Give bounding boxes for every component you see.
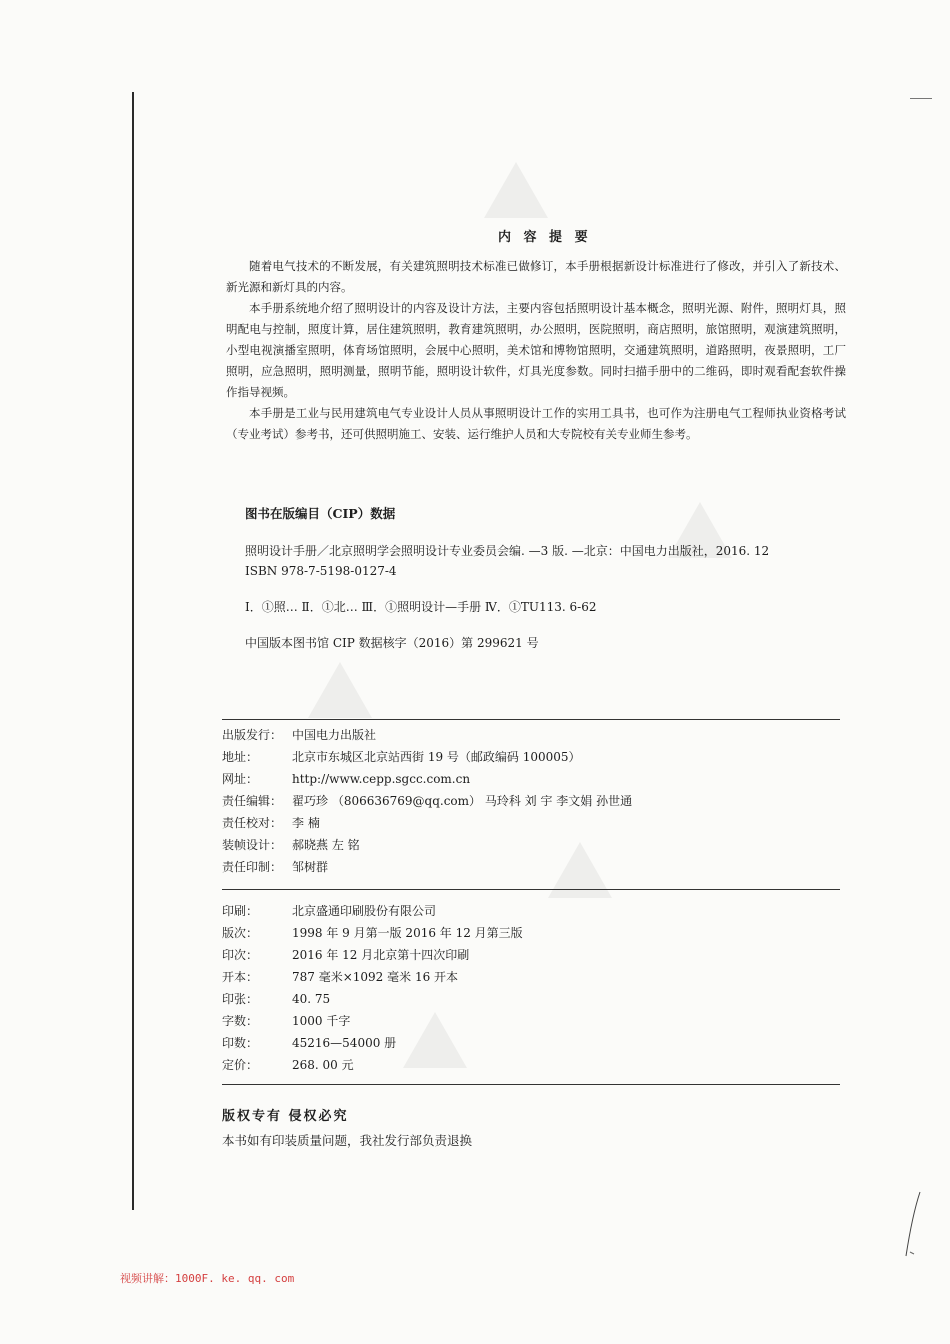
info-row — [222, 834, 842, 856]
rights-title: 版权专有 侵权必究 — [222, 1109, 349, 1124]
scan-binding-line — [132, 92, 134, 1210]
info-key: 版次： — [222, 926, 259, 940]
summary-paragraph: 本手册是工业与民用建筑电气专业设计人员从事照明设计工作的实用工具书，也可作为注册电气工程师执业资格考试（专业考试）参考书，还可供照明施工、安装、运行维护人员和大专院校有关专业师生参考。 — [226, 406, 846, 441]
info-value: 中国电力出版社 — [292, 728, 377, 742]
info-key: 印次： — [222, 948, 259, 962]
publisher-info — [222, 724, 842, 878]
info-row — [222, 944, 842, 966]
info-row — [222, 856, 842, 878]
info-value: 268. 00 元 — [292, 1058, 354, 1072]
info-row — [222, 724, 842, 746]
summary-paragraph: 本手册系统地介绍了照明设计的内容及设计方法，主要内容包括照明设计基本概念，照明光源、附件，照明灯具，照明配电与控制，照度计算，居住建筑照明，教育建筑照明，办公照明，医院照明，商店照明，旅馆照明，观演建筑照明，小型电视演播室照明，体育场馆照明，会展中心照明，美术馆和博物馆照明，交通建筑照明，道路照明，夜景照明，工厂照明，应急照明，照明测量，照明节能，照明设计软件，灯具光度参数。同时扫描手册中的二维码，即时观看配套软件操作指导视频。 — [226, 301, 846, 399]
divider — [222, 889, 840, 890]
print-info — [222, 900, 842, 1076]
divider — [222, 719, 840, 720]
divider — [222, 1084, 840, 1085]
info-key: 定价： — [222, 1058, 259, 1072]
video-link[interactable]: 视频讲解：1000F. ke. qq. com — [120, 1272, 295, 1285]
rights-note: 本书如有印装质量问题，我社发行部负责退换 — [222, 1133, 473, 1148]
info-key: 责任印制： — [222, 860, 283, 874]
info-row — [222, 1032, 842, 1054]
info-key: 责任编辑： — [222, 794, 283, 808]
info-value: 1000 千字 — [292, 1014, 351, 1028]
info-key: 字数： — [222, 1014, 259, 1028]
info-value: 北京盛通印刷股份有限公司 — [292, 904, 437, 918]
watermark-tower-icon — [300, 660, 380, 720]
info-value: 2016 年 12 月北京第十四次印刷 — [292, 948, 470, 962]
info-value: 郝晓燕 左 铭 — [292, 838, 360, 852]
info-row — [222, 922, 842, 944]
cip-verification: 中国版本图书馆 CIP 数据核字（2016）第 299621 号 — [245, 636, 539, 650]
info-value: 李 楠 — [292, 816, 320, 830]
pen-mark — [890, 1190, 930, 1260]
info-value: 40. 75 — [292, 992, 331, 1006]
cip-classification: Ⅰ．①照… Ⅱ．①北… Ⅲ．①照明设计—手册 Ⅳ．①TU113. 6-62 — [245, 600, 597, 614]
info-row — [222, 812, 842, 834]
cip-isbn: ISBN 978-7-5198-0127-4 — [245, 564, 397, 578]
info-key: 印张： — [222, 992, 259, 1006]
info-key: 装帧设计： — [222, 838, 283, 852]
info-key: 开本： — [222, 970, 259, 984]
info-value: 1998 年 9 月第一版 2016 年 12 月第三版 — [292, 926, 523, 940]
info-key: 地址： — [222, 750, 259, 764]
info-key: 责任校对： — [222, 816, 283, 830]
info-key: 出版发行： — [222, 728, 283, 742]
scan-mark — [910, 98, 932, 99]
info-key: 印刷： — [222, 904, 259, 918]
info-row — [222, 966, 842, 988]
info-key: 印数： — [222, 1036, 259, 1050]
summary-body — [226, 256, 846, 445]
info-row — [222, 900, 842, 922]
info-row — [222, 768, 842, 790]
cip-record: 照明设计手册／北京照明学会照明设计专业委员会编. —3 版. —北京：中国电力出版社，2016. 12 — [245, 544, 770, 558]
cip-heading: 图书在版编目（CIP）数据 — [245, 506, 396, 521]
info-row — [222, 746, 842, 768]
watermark-tower-icon — [476, 160, 556, 220]
info-row — [222, 988, 842, 1010]
summary-title: 内 容 提 要 — [498, 230, 592, 245]
info-value: http://www.cepp.sgcc.com.cn — [292, 772, 471, 786]
info-value: 邹树群 — [292, 860, 329, 874]
summary-paragraph: 随着电气技术的不断发展，有关建筑照明技术标准已做修订，本手册根据新设计标准进行了修改，并引入了新技术、新光源和新灯具的内容。 — [226, 259, 846, 294]
info-value: 北京市东城区北京站西街 19 号（邮政编码 100005） — [292, 750, 581, 764]
info-row — [222, 1054, 842, 1076]
info-key: 网址： — [222, 772, 259, 786]
info-value: 45216—54000 册 — [292, 1036, 397, 1050]
info-value: 787 毫米×1092 毫米 16 开本 — [292, 970, 459, 984]
info-row — [222, 1010, 842, 1032]
info-value: 翟巧珍 （806636769@qq.com） 马玲科 刘 宇 李文娟 孙世通 — [292, 794, 633, 808]
info-row — [222, 790, 842, 812]
